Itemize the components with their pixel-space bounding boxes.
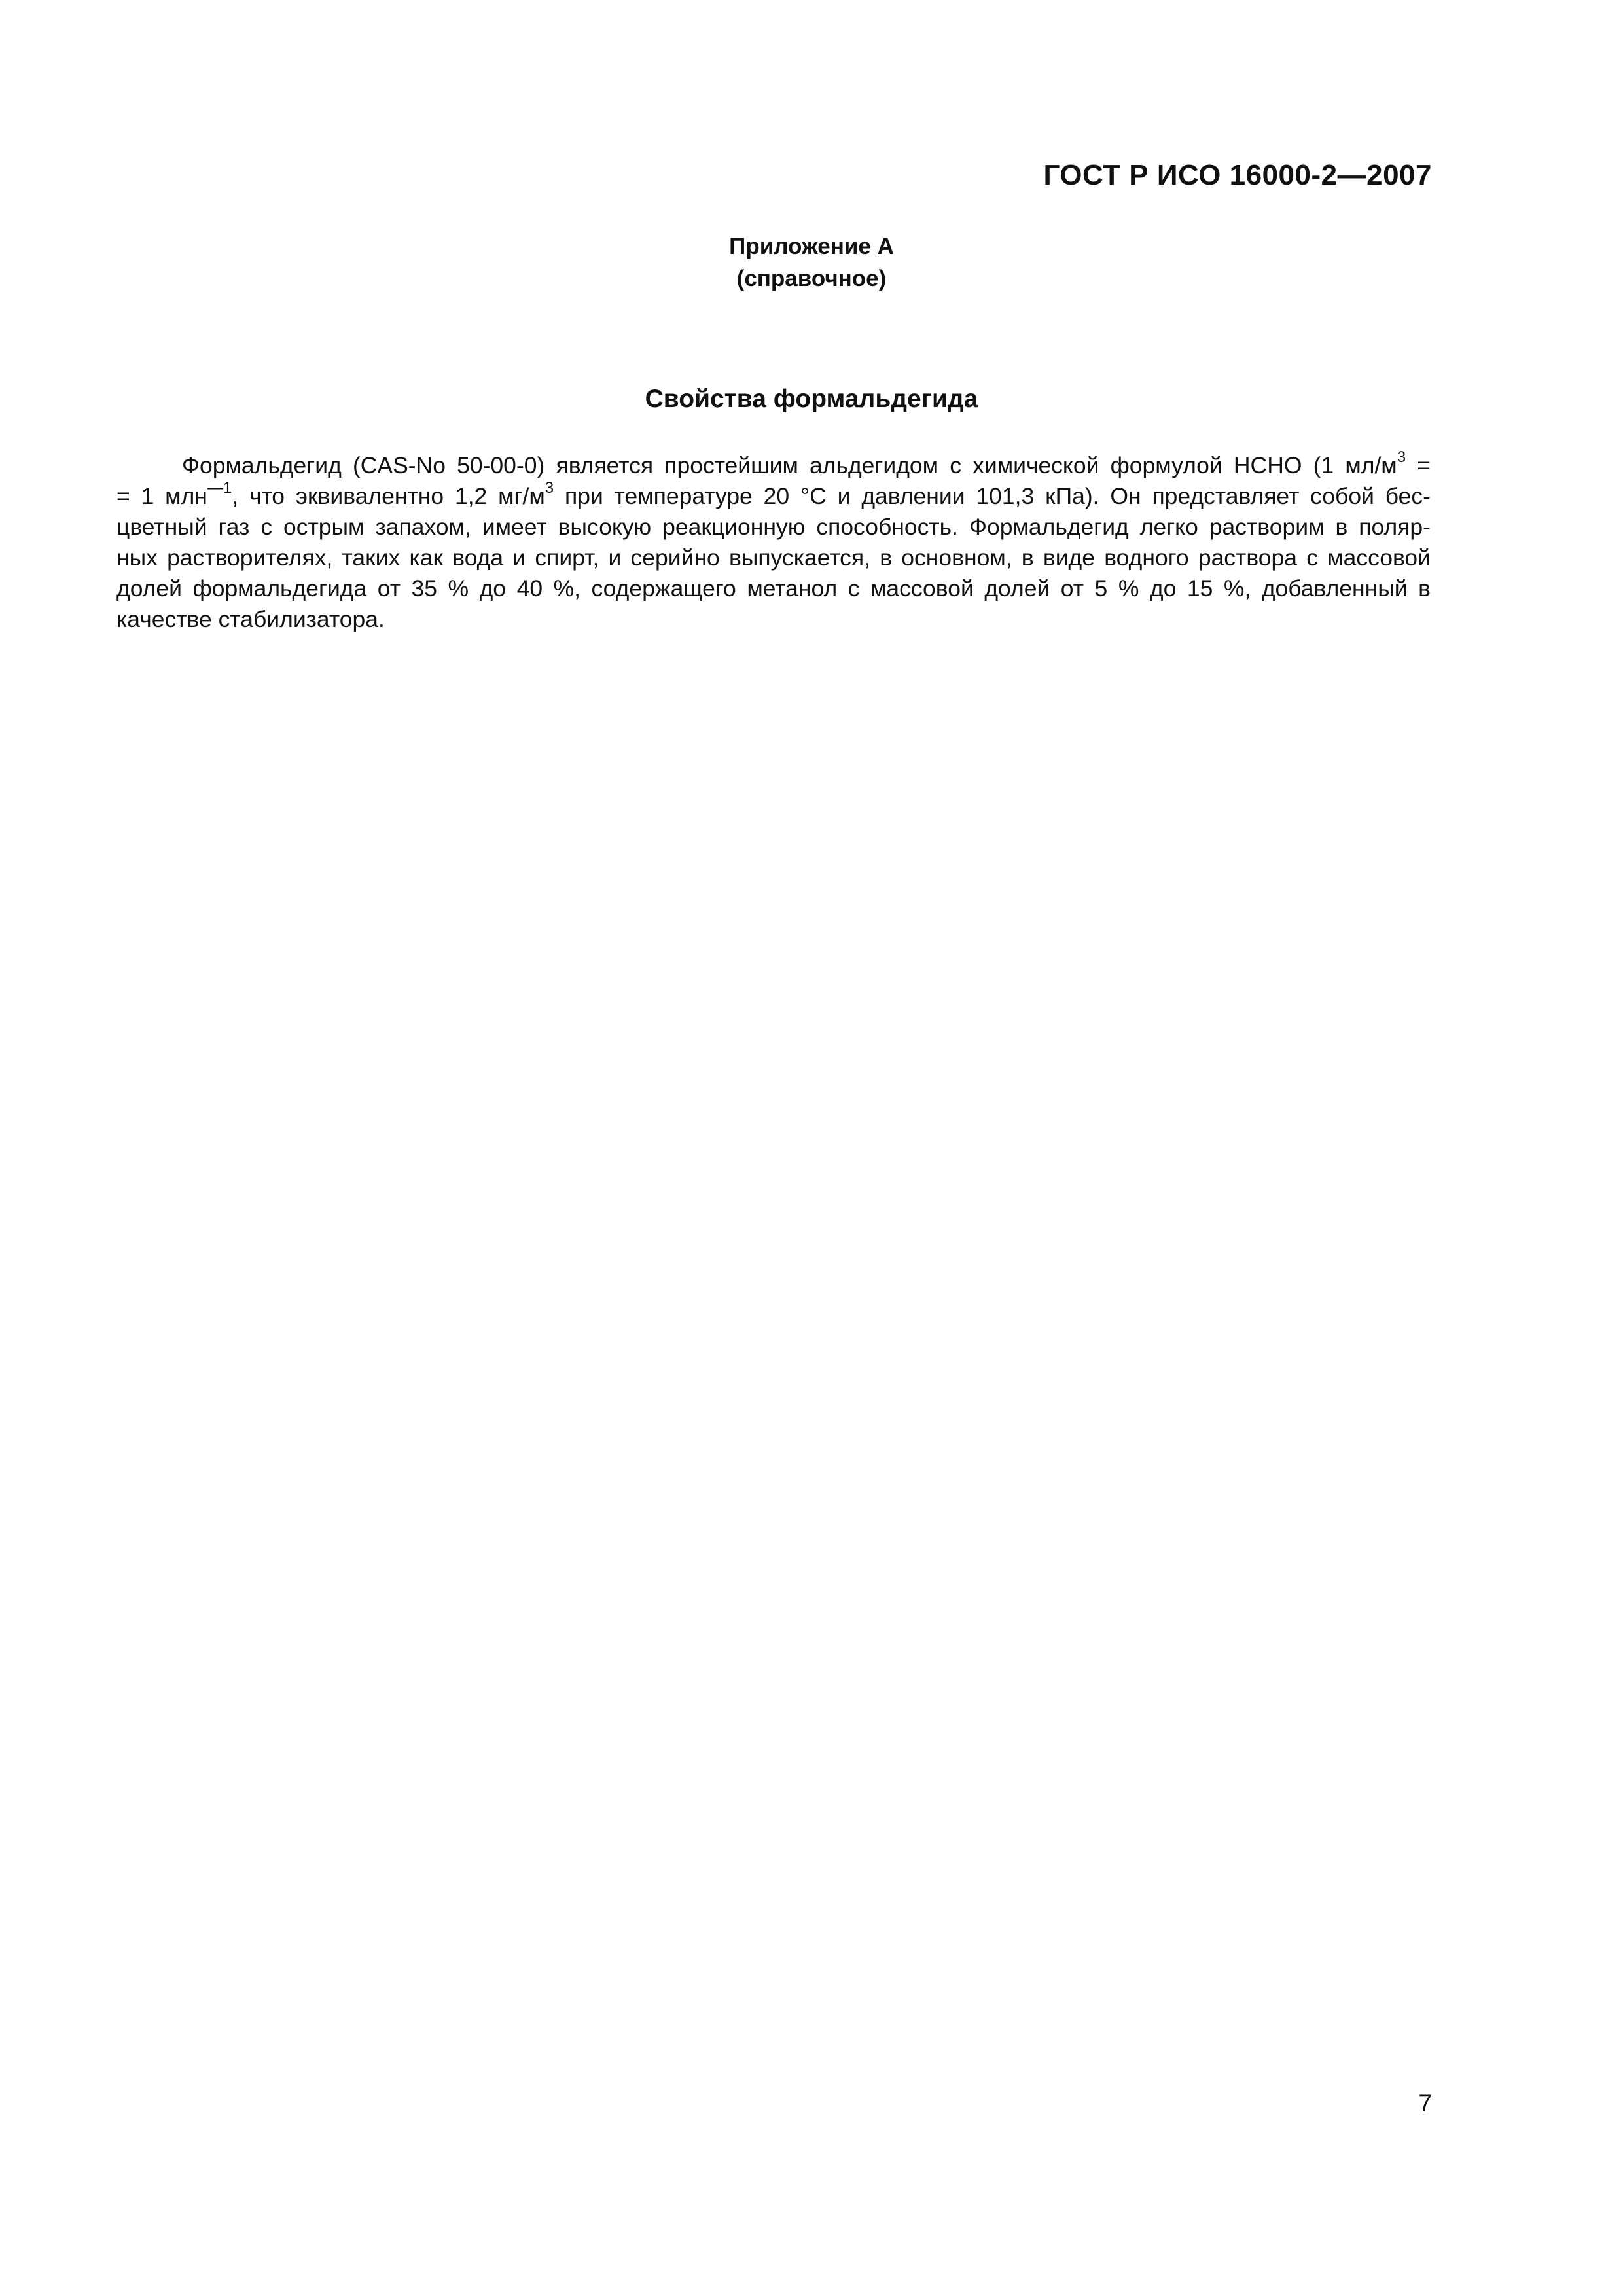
paragraph-line-4: ных растворителях, таких как вода и спирт, и серийно выпускается, в основном, в виде водного раствора с массовой xyxy=(116,545,1431,571)
line2-superscript-1: —1 xyxy=(207,479,232,497)
line2-text-b: , что эквивалентно 1,2 мг/м xyxy=(232,483,545,509)
paragraph-line-5: долей формальдегида от 35 % до 40 %, содержащего метанол с массовой долей от 5 % до 15 %, добавленный в xyxy=(116,575,1431,601)
paragraph-line-2 xyxy=(116,481,1431,512)
paragraph-line-3: цветный газ с острым запахом, имеет высокую реакционную способность. Формальдегид легко растворим в поляр- xyxy=(116,514,1431,540)
annex-title: Свойства формальдегида xyxy=(645,385,978,413)
annex-heading xyxy=(0,230,1623,295)
line2-text-a: = 1 млн xyxy=(116,483,207,509)
paragraph-line-6: качестве стабилизатора. xyxy=(116,606,385,632)
line1-superscript: 3 xyxy=(1397,448,1406,467)
body-paragraph xyxy=(116,450,1431,635)
line2-superscript-2: 3 xyxy=(544,479,554,497)
annex-kind: (справочное) xyxy=(736,266,887,291)
page-number: 7 xyxy=(1418,2090,1432,2117)
paragraph-line-1 xyxy=(116,450,1431,481)
line2-text-c: при температуре 20 °С и давлении 101,3 кПа). Он представляет собой бес- xyxy=(554,483,1431,509)
line1-text-a: Формальдегид (CAS-No 50-00-0) является простейшим альдегидом с химической формулой НСНО (1 мл/м xyxy=(182,452,1397,478)
standard-designation: ГОСТ Р ИСО 16000-2—2007 xyxy=(1043,159,1432,191)
annex-label: Приложение А xyxy=(729,234,894,259)
line1-text-b: = xyxy=(1406,452,1431,478)
